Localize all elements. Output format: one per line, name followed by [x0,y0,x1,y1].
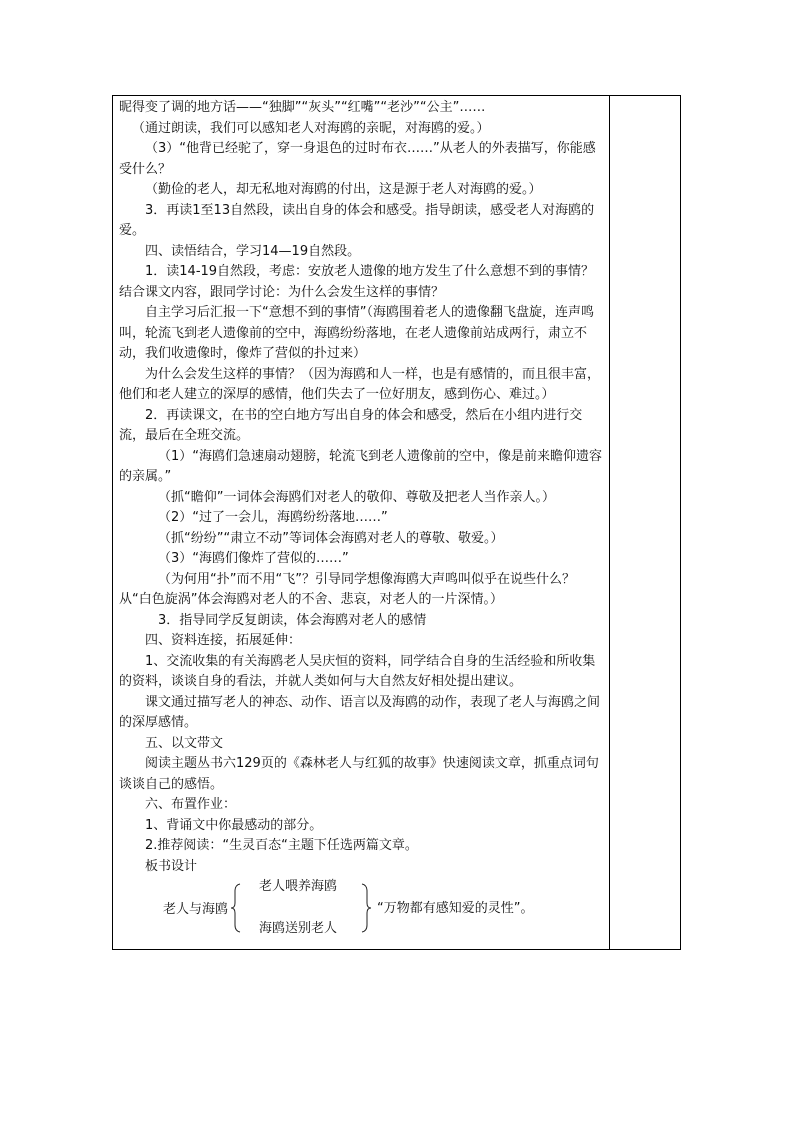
text-line-5: 3．再读1至13自然段，读出自身的体会和感受。指导朗读，感受老人对海鸥的爱。 [119,202,595,238]
board-design-diagram [119,881,605,939]
text-line-24: 1、背诵文中你最感动的部分。 [145,817,323,833]
text-line-7: 1．读14-19自然段，考虑：安放老人遗像的地方发生了什么意想不到的事情？结合课文内容，跟同学讨论：为什么会发生这样的事情？ [119,264,595,300]
text-line-22: 阅读主题丛书六129页的《森林老人与红狐的故事》快速阅读文章，抓重点词句谈谈自己的感悟。 [119,756,599,792]
board-bottom-text: 海鸥送别老人 [259,921,338,936]
text-line-1: 昵得变了调的地方话——“独脚”“灰头”“红嘴”“老沙”“公主”…… [119,100,486,115]
board-design-heading: 板书设计 [145,858,198,874]
notes-cell [610,96,680,949]
lesson-content-cell [119,98,605,939]
text-line-14: （抓“纷纷”“肃立不动”等词体会海鸥对老人的尊敬、敬爱。） [158,530,504,546]
text-line-19: 1、交流收集的有关海鸥老人吴庆恒的资料，同学结合自身的生活经验和所收集的资料，谈谈自身的看法，并就人类如何与大自然友好相处提出建议。 [119,653,596,689]
text-line-15: （3）“海鸥们像炸了营似的……” [158,551,349,566]
text-line-8: 自主学习后汇报一下“意想不到的事情”（海鸥围着老人的遗像翻飞盘旋，连声鸣叫，轮流飞到老人遗像前的空中，海鸥纷纷落地，在老人遗像前站成两行，肃立不动，我们收遗像时，像炸了营似的扑过来） [119,305,594,361]
text-line-3: （3）“他背已经驼了，穿一身退色的过时布衣……”从老人的外表描写，你能感受什么？ [119,141,596,177]
board-right-text: “万物都有感知爱的灵性”。 [377,901,534,916]
board-left-text: 老人与海鸥 [163,902,229,917]
text-line-13: （2）“过了一会儿，海鸥纷纷落地……” [158,510,388,525]
section-heading-4a: 四、读悟结合，学习14—19自然段。 [145,243,361,259]
lesson-table [112,95,681,950]
section-heading-5: 五、以文带文 [145,735,224,751]
right-brace-icon [361,883,371,933]
text-line-25: 2.推荐阅读：“生灵百态“主题下任选两篇文章。 [145,838,418,853]
text-line-9: 为什么会发生这样的事情？（因为海鸥和人一样，也是有感情的，而且很丰富，他们和老人建立的深厚的感情，他们失去了一位好朋友，感到伤心、难过。） [119,366,601,402]
text-line-16: （为何用“扑”而不用“飞”？引导同学想像海鸥大声鸣叫似乎在说些什么？从“白色旋涡”体会海鸥对老人的不舍、悲哀，对老人的一片深情。） [119,571,575,607]
text-line-10: 2．再读课文，在书的空白地方写出自身的体会和感受，然后在小组内进行交流，最后在全班交流。 [119,407,583,443]
text-line-2: （通过朗读，我们可以感知老人对海鸥的亲昵，对海鸥的爱。） [132,120,490,136]
board-top-text: 老人喂养海鸥 [259,879,338,894]
text-line-4: （勤俭的老人，却无私地对海鸥的付出，这是源于老人对海鸥的爱。） [145,182,542,197]
left-brace-icon [231,883,241,933]
text-line-12: （抓“瞻仰”一词体会海鸥们对老人的敬仰、尊敬及把老人当作亲人。） [158,489,555,505]
text-line-17: 3．指导同学反复朗读，体会海鸥对老人的感情 [158,612,427,628]
section-heading-4b: 四、资料连接，拓展延伸： [145,633,302,648]
text-line-20: 课文通过描写老人的神态、动作、语言以及海鸥的动作，表现了老人与海鸥之间的深厚感情。 [119,694,601,730]
section-heading-6: 六、布置作业： [145,797,237,812]
text-line-11: （1）“海鸥们急速扇动翅膀，轮流飞到老人遗像前的空中，像是前来瞻仰遗容的亲属。” [119,448,603,484]
